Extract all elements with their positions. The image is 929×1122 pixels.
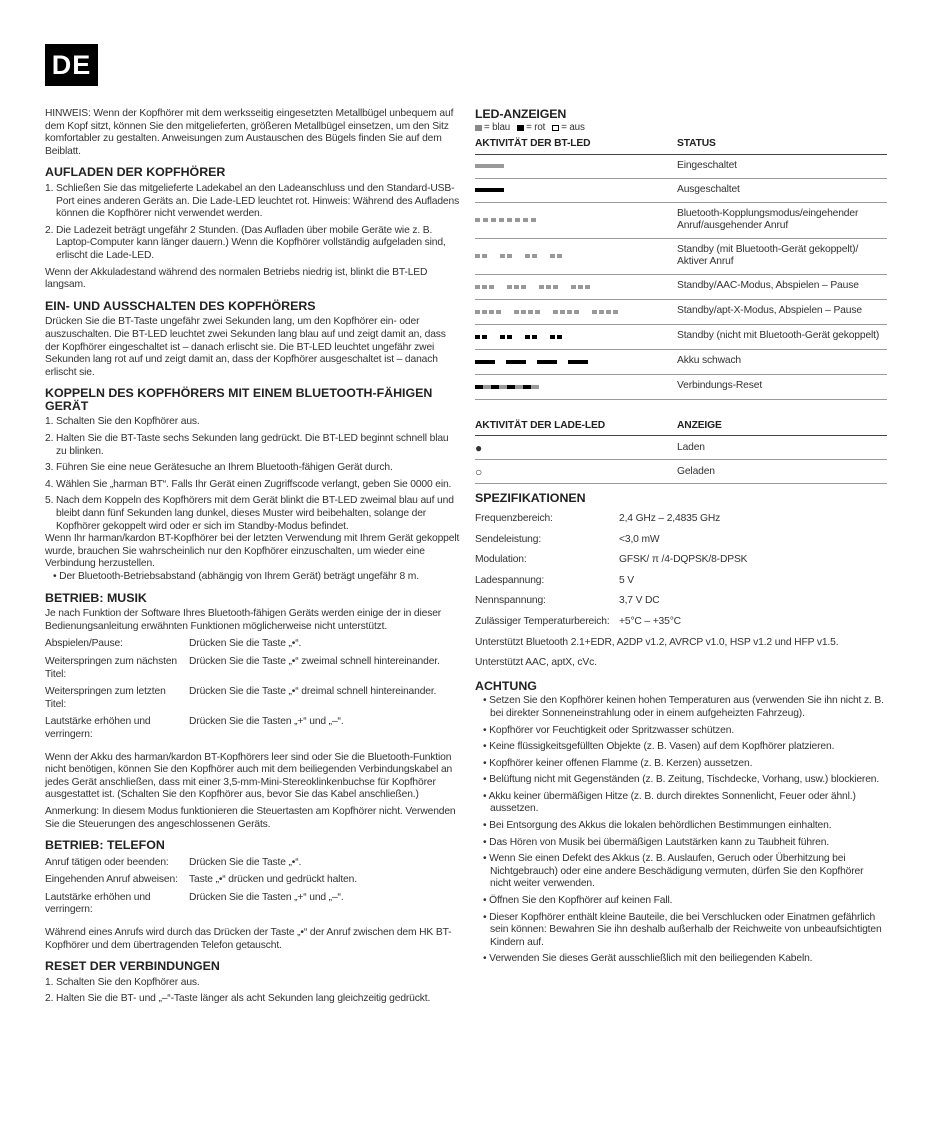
- row-value: 5 V: [619, 574, 635, 586]
- row-value: +5°C – +35°C: [619, 615, 681, 627]
- row-key: Weiterspringen zum letzten Titel:: [45, 686, 166, 710]
- row-key: Lautstärke erhöhen und verringern:: [45, 716, 151, 740]
- list-item: • Wenn Sie einen Defekt des Akkus (z. B. Auslaufen, Geruch oder Überhitzung bei Nichtgebrauch) oder eine andere Beschädigung vermuten, dürfen Sie den Kopfhörer nicht weiter verwenden.: [475, 853, 887, 891]
- table-row: [475, 202, 887, 238]
- spec-row: [475, 575, 887, 588]
- spec-codecs: Unterstützt AAC, aptX, cVc.: [475, 657, 597, 669]
- reset-steps: [45, 977, 460, 1006]
- status-cell: Eingeschaltet: [677, 154, 887, 178]
- column-header: AKTIVITÄT DER LADE-LED: [475, 418, 677, 436]
- hinweis-note: HINWEIS: Wenn der Kopfhörer mit dem werksseitig eingesetzten Metallbügel unbequem auf dem Kopf sitzt, können Sie den mitgelieferten, größeren Metallbügel einsetzen, um den Sitz komfortabler zu gestalten. Anweisungen zum Austauschen des Bügels finden Sie auf dem Beiblatt.: [45, 108, 454, 157]
- status-cell: Akku schwach: [677, 349, 887, 374]
- left-column: [45, 108, 460, 1006]
- phone-row: [45, 874, 460, 887]
- row-value: Drücken Sie die Tasten „+“ und „–“.: [189, 891, 344, 903]
- power-text: Drücken Sie die BT-Taste ungefähr zwei Sekunden lang, um den Kopfhörer ein- oder auszuschalten. Die BT-LED leuchtet zwei Sekunden lang blau auf und zeigt damit an, dass der Kopfhörer eingeschaltet ist – danach erlischt sie. Die BT-LED leuchtet ungefähr zwei Sekunden lang rot auf und zeigt damit an, dass der Kopfhörer ausgeschaltet ist – danach erlischt sie.: [45, 316, 446, 378]
- table-row: [475, 436, 887, 460]
- music-remark: Anmerkung: In diesem Modus funktionieren die Steuertasten am Kopfhörer nicht. Verwenden Sie die Steuerungen des angeschlossenen Geräts.: [45, 805, 456, 830]
- list-item: • Dieser Kopfhörer enthält kleine Bauteile, die bei Verschlucken oder Einatmen gefährlich sein können: Bewahren Sie ihn deshalb außerhalb der Reichweite von unbeaufsichtigten Kindern auf.: [475, 912, 887, 950]
- list-item: 5. Nach dem Koppeln des Kopfhörers mit dem Gerät blinkt die BT-LED zweimal blau auf und bleibt dann fünf Sekunden lang dunkel, dieses Muster wird beibehalten, solange der Kopfhörer gekoppelt wird oder er sich im Standby-Modus befindet.: [45, 495, 454, 532]
- status-cell: Geladen: [677, 460, 887, 484]
- list-item: • Kopfhörer vor Feuchtigkeit oder Spritzwasser schützen.: [475, 725, 887, 738]
- row-key: Eingehenden Anruf abweisen:: [45, 874, 178, 886]
- list-item: 1. Schalten Sie den Kopfhörer aus.: [45, 976, 200, 988]
- table-row: [475, 349, 887, 374]
- specs-heading: SPEZIFIKATIONEN: [475, 491, 586, 506]
- charge-note: Wenn der Akkuladestand während des normalen Betriebs niedrig ist, blinkt die BT-LED langsam.: [45, 266, 428, 291]
- music-row: [45, 686, 460, 711]
- row-value: Drücken Sie die Taste „•“.: [189, 638, 302, 650]
- row-value: 2,4 GHz – 2,4835 GHz: [619, 512, 721, 524]
- list-item: 2. Die Ladezeit beträgt ungefähr 2 Stunden. (Das Aufladen über mobile Geräte wie z. B. Laptop-Computer kann länger dauern.) Wenn die Kopfhörer vollständig aufgeladen sind, erlischt die Lade-LED.: [45, 224, 446, 261]
- column-header: AKTIVITÄT DER BT-LED: [475, 136, 677, 154]
- column-header: ANZEIGE: [677, 418, 887, 436]
- list-item: • Das Hören von Musik bei übermäßigen Lautstärken kann zu Taubheit führen.: [475, 837, 887, 850]
- status-cell: Ausgeschaltet: [677, 178, 887, 202]
- status-cell: Standby (mit Bluetooth-Gerät gekoppelt)/ Aktiver Anruf: [677, 238, 887, 274]
- row-value: Drücken Sie die Taste „•“ zweimal schnell hintereinander.: [189, 655, 440, 667]
- led-pattern-icon: [475, 335, 677, 339]
- row-value: 3,7 V DC: [619, 595, 660, 607]
- row-value: Drücken Sie die Taste „•“.: [189, 856, 302, 868]
- table-row: [475, 154, 887, 178]
- off-swatch-icon: [552, 125, 559, 131]
- list-item: • Bei Entsorgung des Akkus die lokalen behördlichen Bestimmungen einhalten.: [475, 820, 887, 833]
- legend-label: = aus: [561, 121, 585, 133]
- spec-row: [475, 513, 887, 526]
- list-item: 1. Schalten Sie den Kopfhörer aus.: [45, 416, 200, 428]
- list-item: • Belüftung nicht mit Gegenständen (z. B. Zeitung, Tischdecke, Vorhang, usw.) blockieren.: [475, 774, 887, 787]
- music-heading: BETRIEB: MUSIK: [45, 590, 147, 605]
- pair-note: Wenn Ihr harman/kardon BT-Kopfhörer bei der letzten Verwendung mit Ihrem Gerät gekoppelt wurde, brauchen Sie wahrscheinlich nur den Kopfhörer einzuschalten, um wieder eine Verbindung herzustellen.: [45, 533, 460, 570]
- table-row: [475, 374, 887, 399]
- row-key: Weiterspringen zum nächsten Titel:: [45, 655, 177, 680]
- table-row: [475, 178, 887, 202]
- table-row: [475, 460, 887, 484]
- charge-steps: [45, 183, 460, 263]
- list-item: 2. Halten Sie die BT-Taste sechs Sekunden lang gedrückt. Die BT-LED beginnt schnell blau zu blinken.: [45, 433, 449, 457]
- music-row: [45, 638, 460, 651]
- table-header: [475, 136, 887, 154]
- row-value: Drücken Sie die Taste „•“ dreimal schnell hintereinander.: [189, 686, 437, 698]
- status-cell: Standby/AAC-Modus, Abspielen – Pause: [677, 274, 887, 299]
- led-pattern-icon: [475, 254, 677, 258]
- spec-row: [475, 616, 887, 629]
- list-item: 1. Schließen Sie das mitgelieferte Ladekabel an den Ladeanschluss und den Standard-USB-Port eines anderen Geräts an. Die Lade-LED leuchtet rot. Hinweis: Während des Aufladens können die Kopfhörer nicht verwendet werden.: [45, 182, 460, 220]
- spec-row: [475, 595, 887, 608]
- row-key: Lautstärke erhöhen und verringern:: [45, 891, 151, 916]
- list-item: • Akku keiner übermäßigen Hitze (z. B. durch direktes Sonnenlicht, Feuer oder ähnl.) aussetzen.: [475, 791, 887, 816]
- status-cell: Laden: [677, 436, 887, 460]
- row-value: Drücken Sie die Tasten „+“ und „–“.: [189, 716, 344, 728]
- list-item: • Keine flüssigkeitsgefüllten Objekte (z. B. Vasen) auf dem Kopfhörer platzieren.: [475, 741, 887, 754]
- blue-swatch-icon: [475, 125, 482, 131]
- row-value: Taste „•“ drücken und gedrückt halten.: [189, 874, 357, 886]
- charge-led-table: [475, 418, 887, 485]
- list-item: • Verwenden Sie dieses Gerät ausschließlich mit den beiliegenden Kabeln.: [475, 953, 887, 966]
- status-cell: Standby/apt-X-Modus, Abspielen – Pause: [677, 299, 887, 324]
- row-value: <3,0 mW: [619, 533, 660, 545]
- music-cable-note: Wenn der Akku des harman/kardon BT-Kopfhörers leer sind oder Sie die Bluetooth-Funktion nicht benötigen, können Sie den Kopfhörer auch mit dem beiliegenden Verbindungskabel an jedes Gerät anschließen, dass mit einer 3,5-mm-Mini-Stereoklinkenbuchse für Kopfhörer ausgestattet ist. (Schalten Sie den Kopfhörer aus, bevor Sie das Kabel anschließen.): [45, 751, 453, 801]
- row-key: Frequenzbereich:: [475, 512, 553, 524]
- led-pattern-icon: [475, 164, 677, 168]
- phone-note: Während eines Anrufs wird durch das Drücken der Taste „•“ der Anruf zwischen dem HK BT-Kopfhörer und dem übertragenden Telefon getauscht.: [45, 927, 452, 951]
- spec-row: [475, 554, 887, 567]
- led-pattern-icon: [475, 218, 677, 222]
- row-value: GFSK/ π /4-DQPSK/8-DPSK: [619, 554, 748, 566]
- list-item: • Öffnen Sie den Kopfhörer auf keinen Fall.: [475, 895, 887, 908]
- led-pattern-icon: [475, 285, 677, 289]
- specs-list: [475, 513, 887, 629]
- row-key: Abspielen/Pause:: [45, 638, 123, 650]
- table-row: [475, 274, 887, 299]
- list-item: • Kopfhörer keiner offenen Flamme (z. B. Kerzen) aussetzen.: [475, 758, 887, 771]
- status-cell: Bluetooth-Kopplungsmodus/eingehender Anruf/ausgehender Anruf: [677, 202, 887, 238]
- pair-steps: [45, 416, 460, 533]
- led-pattern-icon: [475, 360, 677, 364]
- row-key: Sendeleistung:: [475, 533, 542, 545]
- status-cell: Standby (nicht mit Bluetooth-Gerät gekoppelt): [677, 324, 887, 349]
- music-intro: Je nach Funktion der Software Ihres Bluetooth-fähigen Geräts werden einige der in dieser Bedienungsanleitung erwähnten Funktionen möglicherweise nicht unterstützt.: [45, 608, 442, 632]
- charge-heading: AUFLADEN DER KOPFHÖRER: [45, 165, 226, 180]
- row-key: Ladespannung:: [475, 574, 545, 586]
- power-heading: EIN- UND AUSSCHALTEN DES KOPFHÖRERS: [45, 298, 316, 313]
- spec-bluetooth: Unterstützt Bluetooth 2.1+EDR, A2DP v1.2, AVRCP v1.0, HSP v1.2 und HFP v1.5.: [475, 636, 839, 648]
- phone-row: [45, 892, 460, 917]
- music-row: [45, 656, 460, 681]
- legend-label: = blau: [484, 121, 511, 133]
- table-header: [475, 418, 887, 436]
- led-pattern-icon: [475, 188, 677, 192]
- warning-heading: ACHTUNG: [475, 678, 537, 693]
- phone-row: [45, 857, 460, 870]
- phone-heading: BETRIEB: TELEFON: [45, 838, 165, 853]
- empty-circle-icon: ○: [475, 460, 677, 484]
- led-pattern-icon: [475, 385, 677, 389]
- list-item: • Der Bluetooth-Betriebsabstand (abhängig von Ihrem Gerät) beträgt ungefähr 8 m.: [45, 571, 460, 584]
- pair-heading: KOPPELN DES KOPFHÖRERS MIT EINEM BLUETOOTH-FÄHIGEN GERÄT: [45, 386, 433, 413]
- table-row: [475, 324, 887, 349]
- reset-heading: RESET DER VERBINDUNGEN: [45, 959, 220, 974]
- list-item: 4. Wählen Sie „harman BT“. Falls Ihr Gerät einen Zugriffscode verlangt, geben Sie 0000 ein.: [45, 478, 452, 490]
- filled-circle-icon: ●: [475, 436, 677, 460]
- right-column: [475, 108, 887, 966]
- status-cell: Verbindungs-Reset: [677, 374, 887, 399]
- list-item: • Setzen Sie den Kopfhörer keinen hohen Temperaturen aus (verwenden Sie ihn nicht z. B. bei direkter Sonneneinstrahlung oder in einem aufgeheizten Fahrzeug).: [475, 695, 887, 720]
- led-heading: LED-ANZEIGEN: [475, 107, 567, 121]
- bt-led-table: [475, 136, 887, 400]
- spec-row: [475, 534, 887, 547]
- row-key: Modulation:: [475, 554, 527, 566]
- language-badge: DE: [45, 44, 98, 86]
- warning-list: [475, 695, 887, 966]
- list-item: 3. Führen Sie eine neue Gerätesuche an Ihrem Bluetooth-fähigen Gerät durch.: [45, 462, 393, 474]
- table-row: [475, 238, 887, 274]
- table-row: [475, 299, 887, 324]
- pair-bullets: [45, 571, 460, 584]
- music-row: [45, 716, 460, 741]
- column-header: STATUS: [677, 136, 887, 154]
- row-key: Zulässiger Temperaturbereich:: [475, 615, 610, 627]
- red-swatch-icon: [517, 125, 524, 131]
- row-key: Anruf tätigen oder beenden:: [45, 856, 169, 868]
- list-item: 2. Halten Sie die BT- und „–“-Taste länger als acht Sekunden lang gleichzeitig gedrückt.: [45, 993, 431, 1005]
- row-key: Nennspannung:: [475, 595, 546, 607]
- legend-label: = rot: [526, 121, 546, 133]
- led-legend: [475, 122, 887, 135]
- led-pattern-icon: [475, 310, 677, 314]
